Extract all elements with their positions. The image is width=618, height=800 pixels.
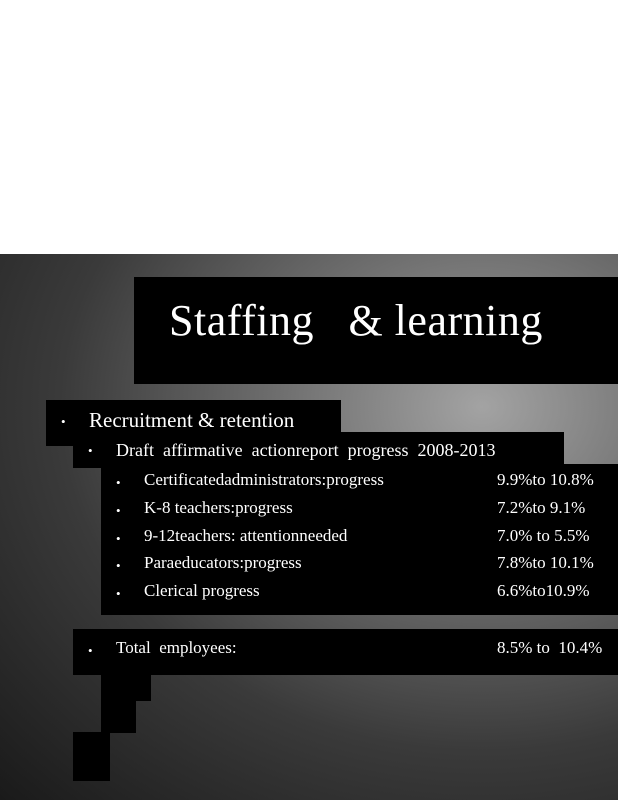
bullet-icon: • — [116, 531, 121, 546]
slide-title: Staffing & learning — [169, 296, 543, 345]
row-label: Clerical progress — [144, 581, 260, 600]
row-value: 7.0% to 5.5% — [497, 526, 590, 545]
total-value: 8.5% to 10.4% — [497, 638, 603, 657]
row-value: 9.9%to 10.8% — [497, 470, 594, 489]
level1-item: Recruitment & retention — [89, 408, 295, 432]
bullet-icon: • — [61, 414, 66, 429]
row-value: 6.6%to10.9% — [497, 581, 590, 600]
presentation-slide — [0, 254, 618, 800]
row-value: 7.2%to 9.1% — [497, 498, 586, 517]
bullet-icon: • — [88, 443, 93, 458]
total-label: Total employees: — [116, 638, 237, 657]
level2-item: Draft affirmative actionreport progress 2008-2013 — [116, 440, 496, 460]
row-label: K-8 teachers:progress — [144, 498, 293, 517]
bullet-icon: • — [88, 643, 93, 658]
bullet-icon: • — [116, 558, 121, 573]
decor-block-3 — [73, 732, 110, 781]
decor-block-1 — [101, 671, 151, 701]
row-value: 7.8%to 10.1% — [497, 553, 594, 572]
title-box — [134, 277, 618, 384]
decor-block-2 — [101, 701, 136, 733]
row-label: Paraeducators:progress — [144, 553, 302, 572]
bullet-icon: • — [116, 475, 121, 490]
row-label: Certificatedadministrators:progress — [144, 470, 384, 489]
bullet-icon: • — [116, 503, 121, 518]
row-label: 9-12teachers: attentionneeded — [144, 526, 348, 545]
bullet-icon: • — [116, 586, 121, 601]
